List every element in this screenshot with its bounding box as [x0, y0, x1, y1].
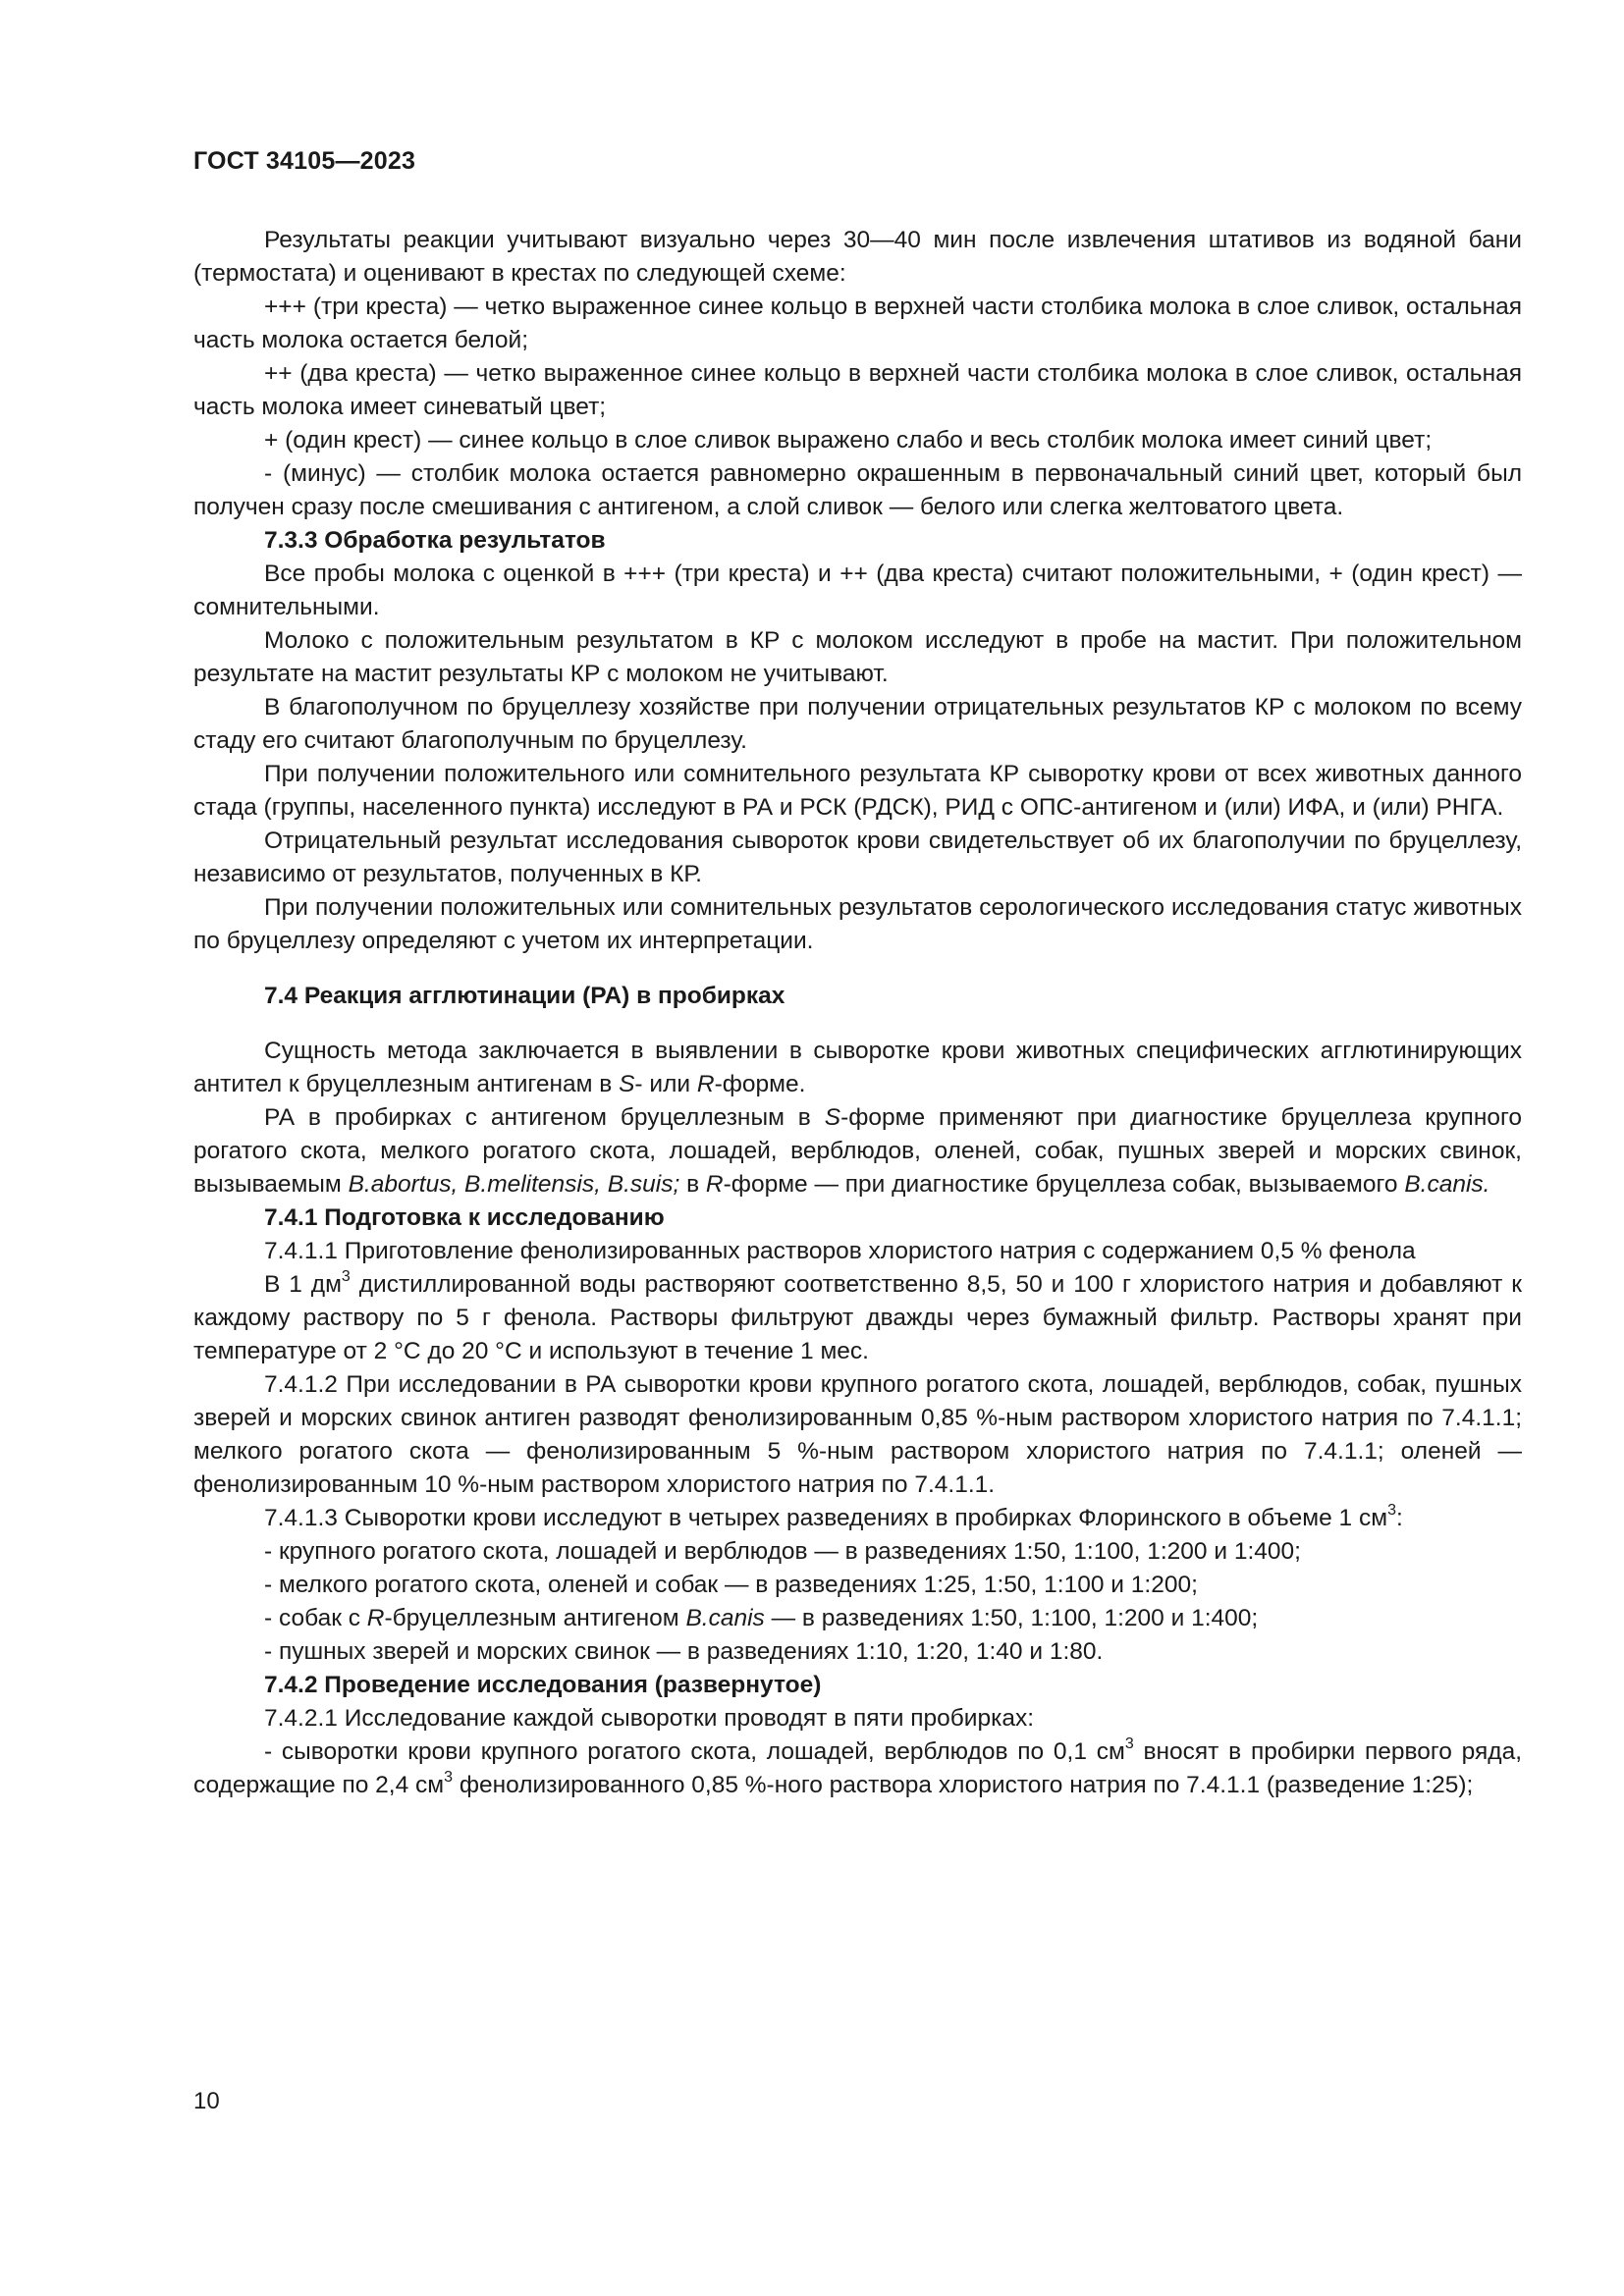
- paragraph: Отрицательный результат исследования сывороток крови свидетельствует об их благополучии по бруцеллезу, независимо от результатов, полученных в КР.: [193, 828, 1522, 887]
- paragraph: В 1 $дм^3$ дистиллированной воды растворяют соответственно 8,5, 50 и 100 г хлористого натрия и добавляют к каждому раствору по 5 г фенола. Растворы фильтруют дважды через бумажный фильтр. Растворы хранят при температуре от 2 °С до 20 °С и используют в течение 1 мес.: [193, 1267, 1522, 1364]
- paragraph: 7.4.1.3 Сыворотки крови исследуют в четырех разведениях в пробирках Флоринского в объеме 1 $см^3$:: [264, 1501, 1403, 1531]
- paragraph: Сущность метода заключается в выявлении в сыворотке крови животных специфических агглютинирующих антител к бруцеллезным антигенам в S- или R-форме.: [193, 1038, 1522, 1097]
- paragraph: + (один крест) — синее кольцо в слое сливок выражено слабо и весь столбик молока имеет синий цвет;: [264, 427, 1433, 454]
- list-item: - мелкого рогатого скота, оленей и собак — в разведениях 1:25, 1:50, 1:100 и 1:200;: [264, 1572, 1198, 1598]
- page-number: 10: [193, 2088, 220, 2114]
- paragraph: +++ (три креста) — четко выраженное синее кольцо в верхней части столбика молока в слое сливок, остальная часть молока остается белой;: [193, 294, 1522, 353]
- paragraph: 7.4.1.1 Приготовление фенолизированных растворов хлористого натрия с содержанием 0,5 % фенола: [264, 1238, 1416, 1264]
- section-heading-7-4-2: 7.4.2 Проведение исследования (развернутое): [264, 1672, 822, 1698]
- section-heading-7-4: 7.4 Реакция агглютинации (РА) в пробирках: [264, 983, 785, 1009]
- paragraph: РА в пробирках с антигеном бруцеллезным в S-форме применяют при диагностике бруцеллеза крупного рогатого скота, мелкого рогатого скота, лошадей, верблюдов, оленей, собак, пушных зверей и морских свинок, вызываемым B.abortus, B.melitensis, B.suis; в R-форме — при диагностике бруцеллеза собак, вызываемого B.canis.: [193, 1104, 1522, 1198]
- paragraph: - (минус) — столбик молока остается равномерно окрашенным в первоначальный синий цвет, который был получен сразу после смешивания с антигеном, а слой сливок — белого или слегка желтоватого цвета.: [193, 460, 1522, 520]
- paragraph: Все пробы молока с оценкой в +++ (три креста) и ++ (два креста) считают положительными, + (один крест) — сомнительными.: [193, 561, 1522, 620]
- paragraph: 7.4.2.1 Исследование каждой сыворотки проводят в пяти пробирках:: [264, 1705, 1035, 1732]
- paragraph: 7.4.1.2 При исследовании в РА сыворотки крови крупного рогатого скота, лошадей, верблюдов, собак, пушных зверей и морских свинок антиген разводят фенолизированным 0,85 %-ным раствором хлористого натрия по 7.4.1.1; мелкого рогатого скота — фенолизированным 5 %-ным раствором хлористого натрия по 7.4.1.1; оленей — фенолизированным 10 %-ным раствором хлористого натрия по 7.4.1.1.: [193, 1371, 1522, 1498]
- document-body: [193, 224, 1522, 1802]
- paragraph: При получении положительного или сомнительного результата КР сыворотку крови от всех животных данного стада (группы, населенного пункта) исследуют в РА и РСК (РДСК), РИД с ОПС-антигеном и (или) ИФА, и (или) РНГА.: [193, 761, 1522, 821]
- paragraph: ++ (два креста) — четко выраженное синее кольцо в верхней части столбика молока в слое сливок, остальная часть молока имеет синеватый цвет;: [193, 360, 1522, 420]
- paragraph: В благополучном по бруцеллезу хозяйстве при получении отрицательных результатов КР с молоком по всему стаду его считают благополучным по бруцеллезу.: [193, 694, 1522, 754]
- document-code-header: ГОСТ 34105—2023: [193, 147, 416, 175]
- paragraph: Молоко с положительным результатом в КР с молоком исследуют в пробе на мастит. При положительном результате на мастит результаты КР с молоком не учитывают.: [193, 627, 1522, 687]
- paragraph: Результаты реакции учитывают визуально через 30—40 мин после извлечения штативов из водяной бани (термостата) и оценивают в крестах по следующей схеме:: [193, 227, 1522, 287]
- list-item: - крупного рогатого скота, лошадей и верблюдов — в разведениях 1:50, 1:100, 1:200 и 1:400;: [264, 1538, 1301, 1565]
- paragraph: При получении положительных или сомнительных результатов серологического исследования статус животных по бруцеллезу определяют с учетом их интерпретации.: [193, 894, 1522, 954]
- section-heading-7-3-3: 7.3.3 Обработка результатов: [264, 527, 606, 554]
- paragraph: - сыворотки крови крупного рогатого скота, лошадей, верблюдов по 0,1 $см^3$ вносят в пробирки первого ряда, содержащие по 2,4 $см^3$ фенолизированного 0,85 %-ного раствора хлористого натрия по 7.4.1.1 (разведение 1:25);: [193, 1735, 1523, 1798]
- list-item: - пушных зверей и морских свинок — в разведениях 1:10, 1:20, 1:40 и 1:80.: [264, 1638, 1104, 1665]
- list-item: - собак с R-бруцеллезным антигеном B.canis — в разведениях 1:50, 1:100, 1:200 и 1:400;: [264, 1605, 1259, 1631]
- section-heading-7-4-1: 7.4.1 Подготовка к исследованию: [264, 1204, 665, 1231]
